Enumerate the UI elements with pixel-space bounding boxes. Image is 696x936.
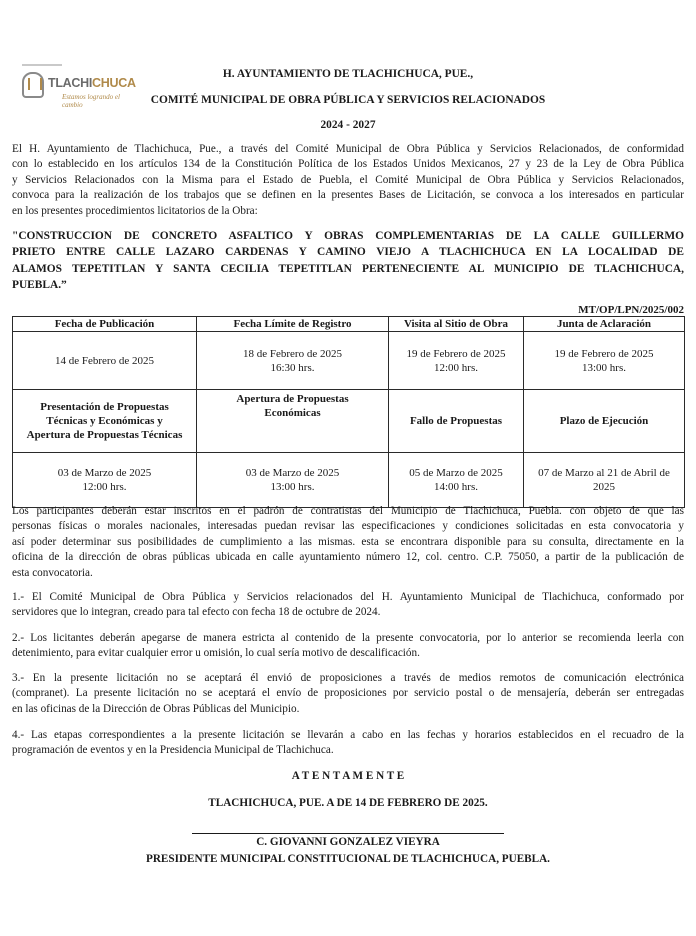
header-period: 2024 - 2027 [320, 119, 376, 131]
clause-2: 2.- Los licitantes deberán apegarse de manera estricta al contenido de la presente convocatoria, por lo anterior se recomienda leerla con detenimiento, para evitar cualquier error u omisión, lo cual sería motivo de descalificación. [12, 632, 684, 660]
atentamente: A T E N T A M E N T E [291, 770, 405, 782]
header-fallo: Fallo de Propuestas [389, 390, 524, 453]
value-visita-sitio: 19 de Febrero de 2025 12:00 hrs. [389, 332, 524, 390]
clause-3: 3.- En la presente licitación no se aceptará él envió de proposiciones a través de medios remotos de comunicación electrónica (compranet). La presente licitación no se aceptará el envío de proposiciones por servicio postal o de mensajería, deberán ser entregadas en las oficinas de la Dirección de Obras Públicas del Municipio. [12, 672, 684, 715]
schedule-values-row [13, 453, 685, 508]
header-junta-aclaracion: Junta de Aclaración [524, 317, 685, 332]
header-apertura-economicas: Apertura de Propuestas Económicas [197, 390, 389, 453]
participants-paragraph: Los participantes deberán estar inscritos en el padrón de contratistas del Municipio de Tlachichuca, Puebla. con objeto de que las personas físicas o morales nacionales, interesadas puedan revisar las especificaciones y condiciones solicitadas en esta convocatoria y así poder determinar sus posibilidades de cumplimiento a las mismas. esta se encontrara disponible para su consulta, directamente en la oficina de la dirección de obras públicas ubicada en calle ayuntamiento número 12, col. centro. C.P. 75050, a partir de la publicación de esta convocatoria. [12, 505, 684, 579]
schedule-header-row [13, 317, 685, 332]
place-date: TLACHICHUCA, PUE. A DE 14 DE FEBRERO DE 2025. [208, 797, 488, 809]
logo-tagline: Estamos logrando el cambio [62, 93, 120, 109]
clause-1: 1.- El Comité Municipal de Obra Pública y Servicios relacionados del H. Ayuntamiento Municipal de Tlachichuca, conformado por servidores que lo integran, creado para tal efecto con fecha 18 de octubre de 2024. [12, 591, 684, 619]
header-plazo-ejecucion: Plazo de Ejecución [524, 390, 685, 453]
tender-code: MT/OP/LPN/2025/002 [578, 304, 684, 316]
schedule-table [12, 316, 685, 508]
intro-paragraph: El H. Ayuntamiento de Tlachichuca, Pue., a través del Comité Municipal de Obra Pública y Servicios Relacionados, de conformidad con lo establecido en los artículos 134 de la Constitución Política de los Estados Unidos Mexicanos, 27 y 23 de la Ley de Obra Pública y Servicios Relacionados con la Misma para el Estado de Puebla, el Comité Municipal de Obra Pública y Servicios Relacionados, convoca para la realización de los trabajos que se definen en la presentes Bases de Licitación, se convoca a los interesados en particular en los presentes procedimientos licitatorios de la Obra: [12, 143, 684, 217]
schedule-header-row [13, 390, 685, 453]
signer-name: C. GIOVANNI GONZALEZ VIEYRA [256, 836, 440, 848]
header-comite: COMITÉ MUNICIPAL DE OBRA PÚBLICA Y SERVICIOS RELACIONADOS [150, 94, 546, 106]
value-fallo: 05 de Marzo de 2025 14:00 hrs. [389, 453, 524, 508]
schedule-values-row [13, 332, 685, 390]
header-limite-registro: Fecha Límite de Registro [197, 317, 389, 332]
logo-wordmark: TLACHICHUCA [48, 76, 136, 90]
signer-title: PRESIDENTE MUNICIPAL CONSTITUCIONAL DE TLACHICHUCA, PUEBLA. [146, 853, 550, 865]
project-title: "CONSTRUCCION DE CONCRETO ASFALTICO Y OBRAS COMPLEMENTARIAS DE LA CALLE GUILLERMO PRIETO ENTRE CALLE LAZARO CARDENAS Y CAMINO VIEJO A TLACHICHUCA EN LA LOCALIDAD DE ALAMOS TEPETITLAN Y SANTA CECILIA TEPETITLAN PERTENECIENTE AL MUNICIPIO DE TLACHICHUCA, PUEBLA.” [12, 230, 684, 291]
value-plazo-ejecucion: 07 de Marzo al 21 de Abril de 2025 [524, 453, 685, 508]
value-apertura-economicas: 03 de Marzo de 2025 13:00 hrs. [197, 453, 389, 508]
header-presentacion-propuestas: Presentación de Propuestas Técnicas y Económicas y Apertura de Propuestas Técnicas [13, 390, 197, 453]
value-publicacion: 14 de Febrero de 2025 [13, 332, 197, 390]
value-junta-aclaracion: 19 de Febrero de 2025 13:00 hrs. [524, 332, 685, 390]
value-limite-registro: 18 de Febrero de 2025 16:30 hrs. [197, 332, 389, 390]
header-publicacion: Fecha de Publicación [13, 317, 197, 332]
signature-line [192, 833, 504, 834]
value-presentacion-propuestas: 03 de Marzo de 2025 12:00 hrs. [13, 453, 197, 508]
clause-4: 4.- Las etapas correspondientes a la presente licitación se llevarán a cabo en las fechas y horarios establecidos en el recuadro de la programación de eventos y en la Presidencia Municipal de Tlachichuca. [12, 729, 684, 757]
header-visita-sitio: Visita al Sitio de Obra [389, 317, 524, 332]
header-ayuntamiento: H. AYUNTAMIENTO DE TLACHICHUCA, PUE., [222, 68, 474, 80]
